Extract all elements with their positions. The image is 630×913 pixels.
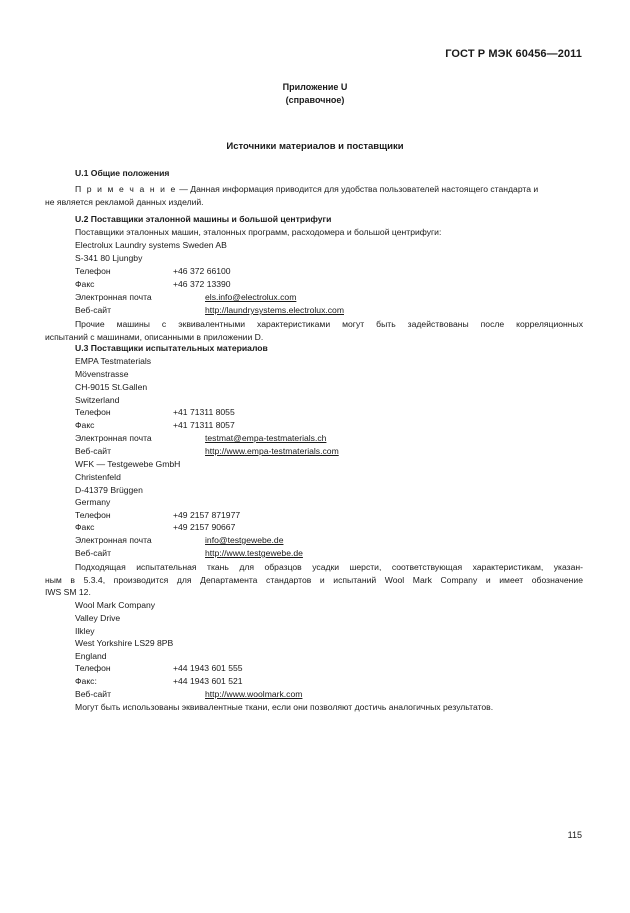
- empa-street: Mövenstrasse: [75, 369, 129, 379]
- phone-label: Телефон: [75, 266, 111, 276]
- annex-subtitle: (справочное): [285, 95, 345, 105]
- phone-label: Телефон: [75, 510, 111, 520]
- u2-heading: U.2 Поставщики эталонной машины и большой центрифуги: [75, 214, 332, 224]
- wfk-street: Christenfeld: [75, 472, 121, 482]
- phone-value: +41 71311 8055: [173, 407, 235, 417]
- empa-fax-row: [75, 419, 235, 432]
- wool-text-line-1: Подходящая испытательная ткань для образцов усадки шерсти, соответствующая характеристикам, указан-: [75, 562, 583, 572]
- wfk-city: D-41379 Brüggen: [75, 485, 143, 495]
- wfk-fax-row: [75, 521, 235, 534]
- email-link[interactable]: testmat@empa-testmaterials.ch: [205, 433, 327, 443]
- wfk-country: Germany: [75, 497, 111, 507]
- u1-note-line-2: не является рекламой данных изделий.: [45, 197, 204, 207]
- wfk-name: WFK — Testgewebe GmbH: [75, 459, 181, 469]
- fax-value: +49 2157 90667: [173, 522, 236, 532]
- fax-value: +41 71311 8057: [173, 420, 235, 430]
- empa-country: Switzerland: [75, 395, 120, 405]
- empa-email-row: [75, 432, 326, 445]
- web-link[interactable]: http://www.empa-testmaterials.com: [205, 446, 339, 456]
- u2-email-row: [75, 291, 296, 304]
- fax-label: Факс: [75, 522, 95, 532]
- email-label: Электронная почта: [75, 535, 152, 545]
- web-label: Веб-сайт: [75, 305, 112, 315]
- woolmark-country: England: [75, 651, 107, 661]
- web-link[interactable]: http://laundrysystems.electrolux.com: [205, 305, 344, 315]
- woolmark-name: Wool Mark Company: [75, 600, 156, 610]
- annex-title: Приложение U: [282, 82, 348, 92]
- web-label: Веб-сайт: [75, 548, 112, 558]
- email-label: Электронная почта: [75, 433, 152, 443]
- woolmark-street: Valley Drive: [75, 613, 121, 623]
- email-link[interactable]: info@testgewebe.de: [205, 535, 284, 545]
- u1-heading: U.1 Общие положения: [75, 168, 170, 178]
- phone-value: +49 2157 871977: [173, 510, 241, 520]
- wfk-web-row: [75, 547, 303, 560]
- main-title: Источники материалов и поставщики: [226, 141, 404, 152]
- page-number: 115: [567, 830, 582, 840]
- u2-intro: Поставщики эталонных машин, эталонных программ, расходомера и большой центрифуги:: [75, 227, 442, 237]
- web-link[interactable]: http://www.woolmark.com: [205, 689, 303, 699]
- empa-web-row: [75, 445, 339, 458]
- empa-phone-row: [75, 406, 235, 419]
- note-label: П р и м е ч а н и е: [75, 184, 177, 194]
- fax-value: +46 372 13390: [173, 279, 231, 289]
- fax-label: Факс:: [75, 676, 97, 686]
- u2-fax-row: [75, 278, 231, 291]
- fax-label: Факс: [75, 279, 95, 289]
- empa-name: EMPA Testmaterials: [75, 356, 152, 366]
- phone-label: Телефон: [75, 663, 111, 673]
- final-note: Могут быть использованы эквивалентные ткани, если они позволяют достичь аналогичных результатов.: [75, 702, 494, 712]
- u2-company: Electrolux Laundry systems Sweden AB: [75, 240, 227, 250]
- u2-other-line-2: испытаний с машинами, описанными в приложении D.: [45, 332, 264, 342]
- email-label: Электронная почта: [75, 292, 152, 302]
- web-link[interactable]: http://www.testgewebe.de: [205, 548, 303, 558]
- fax-value: +44 1943 601 521: [173, 676, 243, 686]
- phone-value: +46 372 66100: [173, 266, 231, 276]
- u1-note-line-1: [75, 183, 538, 196]
- web-label: Веб-сайт: [75, 446, 112, 456]
- u2-web-row: [75, 304, 344, 317]
- woolmark-fax-row: [75, 675, 243, 688]
- empa-city: CH-9015 St.Gallen: [75, 382, 148, 392]
- woolmark-web-row: [75, 688, 302, 701]
- web-label: Веб-сайт: [75, 689, 112, 699]
- phone-value: +44 1943 601 555: [173, 663, 243, 673]
- note-text-1: — Данная информация приводится для удобства пользователей настоящего стандарта и: [176, 184, 539, 194]
- u2-other-line-1: Прочие машины с эквивалентными характеристиками могут быть задействованы после корреляционных: [75, 319, 583, 329]
- woolmark-phone-row: [75, 662, 243, 675]
- woolmark-town: Ilkley: [75, 626, 95, 636]
- phone-label: Телефон: [75, 407, 111, 417]
- fax-label: Факс: [75, 420, 95, 430]
- wool-text-line-3: IWS SM 12.: [45, 587, 91, 597]
- wool-text-line-2: ным в 5.3.4, производится для Департамента стандартов и испытаний Wool Mark Company и имеет обозначение: [45, 575, 583, 585]
- woolmark-region: West Yorkshire LS29 8PB: [75, 638, 174, 648]
- standard-header: ГОСТ Р МЭК 60456—2011: [445, 48, 582, 60]
- u3-heading: U.3 Поставщики испытательных материалов: [75, 343, 268, 353]
- u2-phone-row: [75, 265, 231, 278]
- email-link[interactable]: els.info@electrolux.com: [205, 292, 297, 302]
- wfk-email-row: [75, 534, 283, 547]
- wfk-phone-row: [75, 509, 240, 522]
- u2-address: S-341 80 Ljungby: [75, 253, 143, 263]
